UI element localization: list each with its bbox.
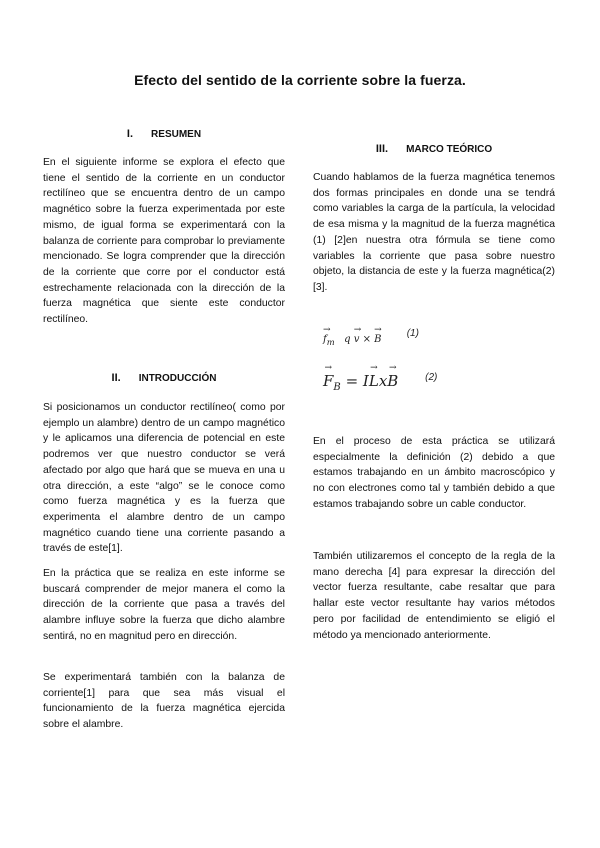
introduccion-paragraph-2: En la práctica que se realiza en este informe se buscará comprender de mejor manera el como la dirección de la corriente que pasa a través del alambre influye sobre la fuerza que dicho alambre sentirá, no en magnitud pero en dirección. (43, 568, 285, 642)
subscript-b: B (333, 382, 341, 393)
section-number: I. (126, 128, 134, 140)
section-heading-introduccion (43, 372, 285, 384)
cross-operator: × (362, 334, 371, 345)
vector-v: → v (354, 334, 360, 345)
equation-2 (323, 372, 437, 393)
equals-sign: = (345, 372, 359, 390)
section-heading-resumen (43, 128, 285, 140)
vector-B: → B (387, 372, 398, 390)
vector-f: → f (323, 334, 327, 345)
introduccion-paragraph-3: Se experimentará también con la balanza de corriente[1] para que sea más visual el funcionamiento de la fuerza magnética ejercida sobre el alambre. (43, 672, 285, 731)
introduccion-paragraph-1: Si posicionamos un conductor rectilíneo( como por ejemplo un alambre) dentro de un campo magnético y le aplicamos una diferencia de potencial en este podremos ver que nuestro conductor se verá afectado por algo que hará que se mueva en una u otra dirección, a este “algo” se le conoce como como fuerza magnética y es la fuerza que experimenta el alambre dentro de un campo magnético cuando tiene una corriente pasando a través de este[1]. (43, 402, 285, 555)
subscript-m: m (326, 337, 335, 347)
marco-teorico-paragraph-2: En el proceso de esta práctica se utilizará especialmente la definición (2) debido a que estamos trabajando en un ámbito macroscópico y no con electrones como tal y también debido a que estamos trabajando sobre un cable conductor. (313, 436, 555, 510)
equation-1 (323, 328, 419, 347)
section-title: INTRODUCCIÓN (138, 373, 217, 384)
section-number: III. (375, 143, 389, 155)
vector-F: → F (323, 372, 333, 390)
marco-teorico-paragraph-1: Cuando hablamos de la fuerza magnética tenemos dos formas principales en donde una se tendrá como variables la carga de la partícula, la velocidad de esa misma y la magnitud de la fuerza magnética (1) [2]en nuestra otra fórmula se tiene como variables la corriente que pasa sobre nuestro objeto, la distancia de este y la fuerza magnética(2)[3]. (313, 172, 555, 293)
vector-b: → B (374, 334, 381, 345)
section-title: MARCO TEÓRICO (406, 144, 493, 155)
equation-number: (1) (406, 328, 419, 339)
resumen-paragraph-1: En el siguiente informe se explora el efecto que tiene el sentido de la corriente en un conductor rectilíneo que se encuentra dentro de un campo magnético sobre la fuerza experimentada por este mismo, de igual forma se experimentará con la balanza de corriente para comprobar lo previamente mencionado. Se logra comprender que la dirección de la corriente que corre por el conductor está estrechamente relacionada con la dirección de la fuerza magnética que siente este conductor rectilíneo. (43, 157, 285, 326)
section-heading-marco-teorico (313, 143, 555, 155)
vector-L: → L (369, 372, 379, 390)
cross-operator: x (378, 372, 388, 390)
paper-title: Efecto del sentido de la corriente sobre la fuerza. (134, 72, 466, 88)
marco-teorico-paragraph-3: También utilizaremos el concepto de la regla de la mano derecha [4] para expresar la dirección del vector fuerza resultante, cabe resaltar que para hallar este vector resultante hay varios métodos pero por facilidad de entendimiento se eligió el método ya mencionado anteriormente. (313, 551, 555, 641)
charge-q: q (344, 334, 351, 345)
equation-number: (2) (425, 372, 438, 383)
section-number: II. (111, 372, 121, 384)
current-i: I (362, 372, 369, 390)
section-title: RESUMEN (151, 129, 202, 140)
